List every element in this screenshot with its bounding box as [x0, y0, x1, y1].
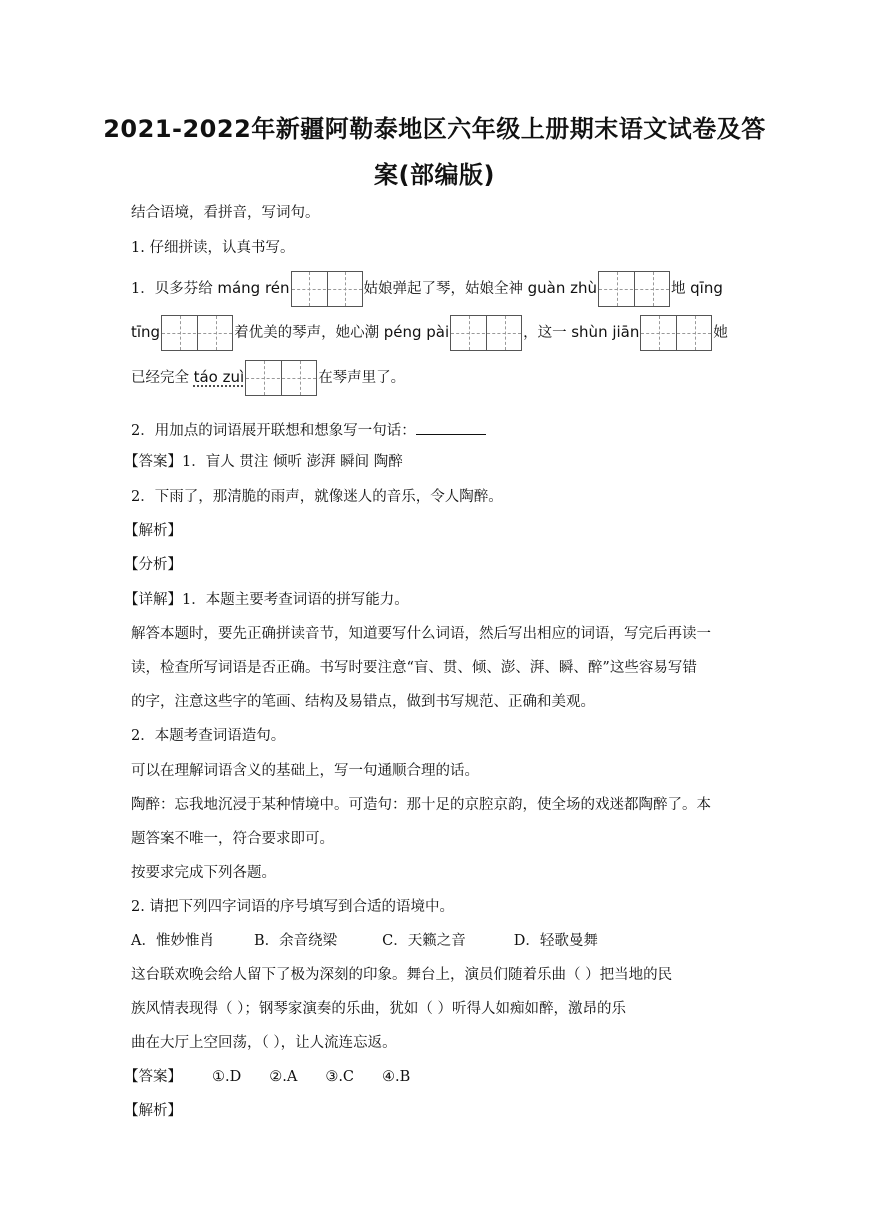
xiangjie-label: 【详解】 [124, 592, 182, 608]
option-a: A．惟妙惟肖 [131, 933, 214, 949]
q1-row3-text-b: 在琴声里了。 [318, 370, 406, 386]
q1-row2-text-a: 着优美的琴声，她心潮 [234, 325, 384, 341]
xiangjie-line [124, 590, 734, 610]
writing-grid-2[interactable] [598, 271, 670, 307]
q1-row3-text-a: 已经完全 [131, 370, 194, 386]
q2-context-line-1: 这台联欢晚会给人留下了极为深刻的印象。舞台上，演员们随着乐曲（ ）把当地的民 [131, 967, 673, 983]
explanation-para-line-1: 解答本题时，要先正确拼读音节，知道要写什么词语，然后写出相应的词语，写完后再读一 [131, 626, 711, 642]
q2-answer-label: 【答案】 [124, 1069, 182, 1085]
explanation-item-2: 2．本题考查词语造句。 [131, 728, 286, 744]
q2-answer-2: ②.A [269, 1069, 298, 1085]
explanation-item-2-detail: 可以在理解词语含义的基础上，写一句通顺合理的话。 [131, 763, 479, 779]
q1-heading: 1. 仔细拼读，认真书写。 [131, 240, 295, 256]
q1-sub2-text: 2．用加点的词语展开联想和想象写一句话： [131, 423, 416, 439]
writing-grid-5[interactable] [640, 315, 712, 351]
section-2-intro: 按要求完成下列各题。 [131, 865, 276, 881]
q1-row1-text-c: 地 [671, 281, 691, 297]
q1-row2-text-c: 她 [713, 325, 728, 341]
answer-words: 1．盲人 贯注 倾听 澎湃 瞬间 陶醉 [182, 454, 403, 470]
q1-row-1 [131, 270, 741, 307]
explanation-para-line-3: 的字，注意这些字的笔画、结构及易错点，做到书写规范、正确和美观。 [131, 694, 595, 710]
q2-answer-3: ③.C [325, 1069, 355, 1085]
answer-label: 【答案】 [124, 454, 182, 470]
pinyin-qing: qīng [690, 279, 723, 297]
pinyin-peng-pai: péng pài [383, 323, 450, 341]
q1-answer-line-2: 2．下雨了，那清脆的雨声，就像迷人的音乐，令人陶醉。 [131, 489, 503, 505]
explanation-example-line-1: 陶醉：忘我地沉浸于某种情境中。可造句：那十足的京腔京韵，使全场的戏迷都陶醉了。本 [131, 797, 711, 813]
q2-answer-line [124, 1067, 734, 1087]
writing-grid-1[interactable] [291, 271, 363, 307]
q2-context-line-2: 族风情表现得（ ）；钢琴家演奏的乐曲，犹如（ ）听得人如痴如醉，激昂的乐 [131, 1001, 626, 1017]
q1-sub-question-2 [131, 418, 741, 441]
writing-grid-6[interactable] [245, 360, 317, 396]
q2-jiexi-label: 【解析】 [124, 1103, 182, 1119]
pinyin-ting: tīng [131, 323, 161, 341]
intro-instruction: 结合语境，看拼音，写词句。 [131, 205, 320, 221]
q2-options-row [131, 931, 741, 951]
q1-row-2 [131, 314, 741, 351]
answer-blank-line[interactable] [416, 418, 486, 435]
jiexi-label: 【解析】 [124, 523, 182, 539]
pinyin-guan-zhu: guàn zhù [527, 279, 598, 297]
pinyin-shun-jian: shùn jiān [571, 323, 640, 341]
q1-row1-text-a: 1．贝多芬给 [131, 281, 218, 297]
option-d: D．轻歌曼舞 [513, 933, 598, 949]
option-c: C．天籁之音 [382, 933, 466, 949]
q2-answer-4: ④.B [382, 1069, 411, 1085]
explanation-example-line-2: 题答案不唯一，符合要求即可。 [131, 831, 334, 847]
writing-grid-4[interactable] [450, 315, 522, 351]
explanation-para-line-2: 读，检查所写词语是否正确。书写时要注意“盲、贯、倾、澎、湃、瞬、醉”这些容易写错 [131, 660, 697, 676]
q2-heading: 2. 请把下列四字词语的序号填写到合适的语境中。 [131, 899, 454, 915]
writing-grid-3[interactable] [161, 315, 233, 351]
fenxi-label: 【分析】 [124, 557, 182, 573]
pinyin-tao-zui-dotted: táo zuì [193, 368, 245, 386]
document-title-line-2: 案(部编版) [374, 161, 495, 189]
option-b: B．余音绕梁 [253, 933, 338, 949]
pinyin-mang-ren: máng rén [217, 279, 290, 297]
xiangjie-text: 1．本题主要考查词语的拼写能力。 [182, 592, 409, 608]
q2-context-line-3: 曲在大厅上空回荡，（ ），让人流连忘返。 [131, 1035, 397, 1051]
q1-answer-line-1 [124, 452, 734, 472]
document-title-line-1: 2021-2022年新疆阿勒泰地区六年级上册期末语文试卷及答 [103, 115, 766, 143]
q2-answer-1: ①.D [212, 1069, 242, 1085]
q1-row1-text-b: 姑娘弹起了琴，姑娘全神 [363, 281, 528, 297]
q1-row-3 [131, 359, 741, 396]
q1-row2-text-b: ，这一 [523, 325, 572, 341]
